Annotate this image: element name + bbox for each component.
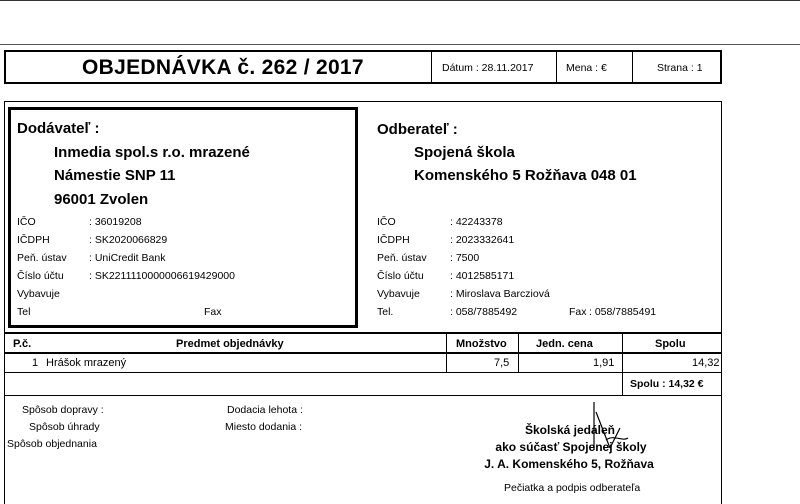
customer-ico-value: : 42243378 (450, 216, 503, 228)
header-unit-price: Jedn. cena (536, 338, 593, 350)
customer-icdph-value: : 2023332641 (450, 234, 515, 246)
row-no: 1 (32, 357, 39, 369)
customer-contact-value: : Miroslava Barcziová (450, 288, 550, 300)
order-currency: Mena : € (566, 62, 607, 74)
supplier-icdph-label: IČDPH (17, 234, 50, 246)
supplier-account-value: : SK2211110000006619429000 (89, 270, 235, 282)
col-divider-total (622, 334, 623, 373)
row-item: Hrášok mrazený (46, 357, 127, 369)
supplier-bank-label: Peň. ústav (17, 252, 67, 264)
supplier-icdph-value: : SK2020066829 (89, 234, 168, 246)
sum-divider (622, 373, 623, 395)
scan-top-line (0, 0, 800, 1)
delivery-place-label: Miesto dodania : (225, 421, 303, 433)
supplier-street: Námestie SNP 11 (54, 167, 176, 184)
header-no: P.č. (13, 338, 32, 350)
payment-label: Spôsob úhrady (29, 421, 100, 433)
supplier-account-label: Číslo účtu (17, 270, 64, 282)
transport-label: Spôsob dopravy : (22, 404, 104, 416)
customer-fax-value: : 058/7885491 (589, 306, 657, 318)
supplier-city: 96001 Zvolen (54, 191, 149, 208)
customer-ico-label: IČO (377, 216, 396, 228)
supplier-name: Inmedia spol.s r.o. mrazené (54, 144, 250, 161)
delivery-term-label: Dodacia lehota : (227, 404, 303, 416)
supplier-ico-label: IČO (17, 216, 36, 228)
supplier-tel-label: Tel (17, 306, 31, 318)
header-qty: Množstvo (456, 338, 507, 350)
order-method-label: Spôsob objednania (7, 438, 97, 450)
order-title: OBJEDNÁVKA č. 262 / 2017 (82, 56, 364, 79)
row-qty: 7,5 (494, 357, 510, 369)
supplier-contact-label: Vybavuje (17, 288, 60, 300)
col-divider-qty (446, 334, 447, 373)
order-date: Dátum : 28.11.2017 (442, 62, 534, 74)
col-divider-price (518, 334, 519, 373)
supplier-heading: Dodávateľ : (17, 120, 100, 137)
header-divider-3 (632, 51, 633, 83)
items-row-bottom (4, 372, 722, 373)
header-divider-2 (556, 51, 557, 83)
row-unit-price: 1,91 (593, 357, 615, 369)
stamp-line-2: ako súčasť Spojenej školy (495, 440, 647, 454)
customer-fax-label: Fax (569, 306, 587, 318)
customer-heading: Odberateľ : (377, 121, 458, 138)
stamp-line-3: J. A. Komenského 5, Rožňava (484, 457, 654, 471)
order-page: Strana : 1 (657, 62, 703, 74)
supplier-fax-label: Fax (204, 306, 222, 318)
signature-label: Pečiatka a podpis odberateľa (504, 482, 641, 494)
customer-contact-label: Vybavuje (377, 288, 420, 300)
customer-bank-value: : 7500 (450, 252, 480, 264)
supplier-box (8, 107, 358, 328)
signature-scribble (570, 398, 650, 458)
customer-account-label: Číslo účtu (377, 270, 424, 282)
stamp-line-1: Školská jedáleň (524, 423, 616, 437)
scan-separator-line (0, 44, 800, 45)
customer-tel-value: : 058/7885492 (450, 306, 518, 318)
header-total: Spolu (655, 338, 686, 350)
customer-name: Spojená škola (414, 144, 515, 161)
header-item: Predmet objednávky (176, 338, 284, 350)
row-total: 14,32 (692, 357, 720, 369)
customer-tel-label: Tel. (377, 306, 394, 318)
items-header-bottom (4, 352, 722, 354)
customer-bank-label: Peň. ústav (377, 252, 427, 264)
supplier-ico-value: : 36019208 (89, 216, 142, 228)
header-divider-1 (431, 51, 432, 83)
customer-account-value: : 4012585171 (450, 270, 515, 282)
customer-address: Komenského 5 Rožňava 048 01 (414, 167, 637, 184)
customer-icdph-label: IČDPH (377, 234, 410, 246)
supplier-bank-value: : UniCredit Bank (89, 252, 166, 264)
items-sum-bottom (4, 395, 722, 396)
sum-total: Spolu : 14,32 € (630, 378, 704, 390)
